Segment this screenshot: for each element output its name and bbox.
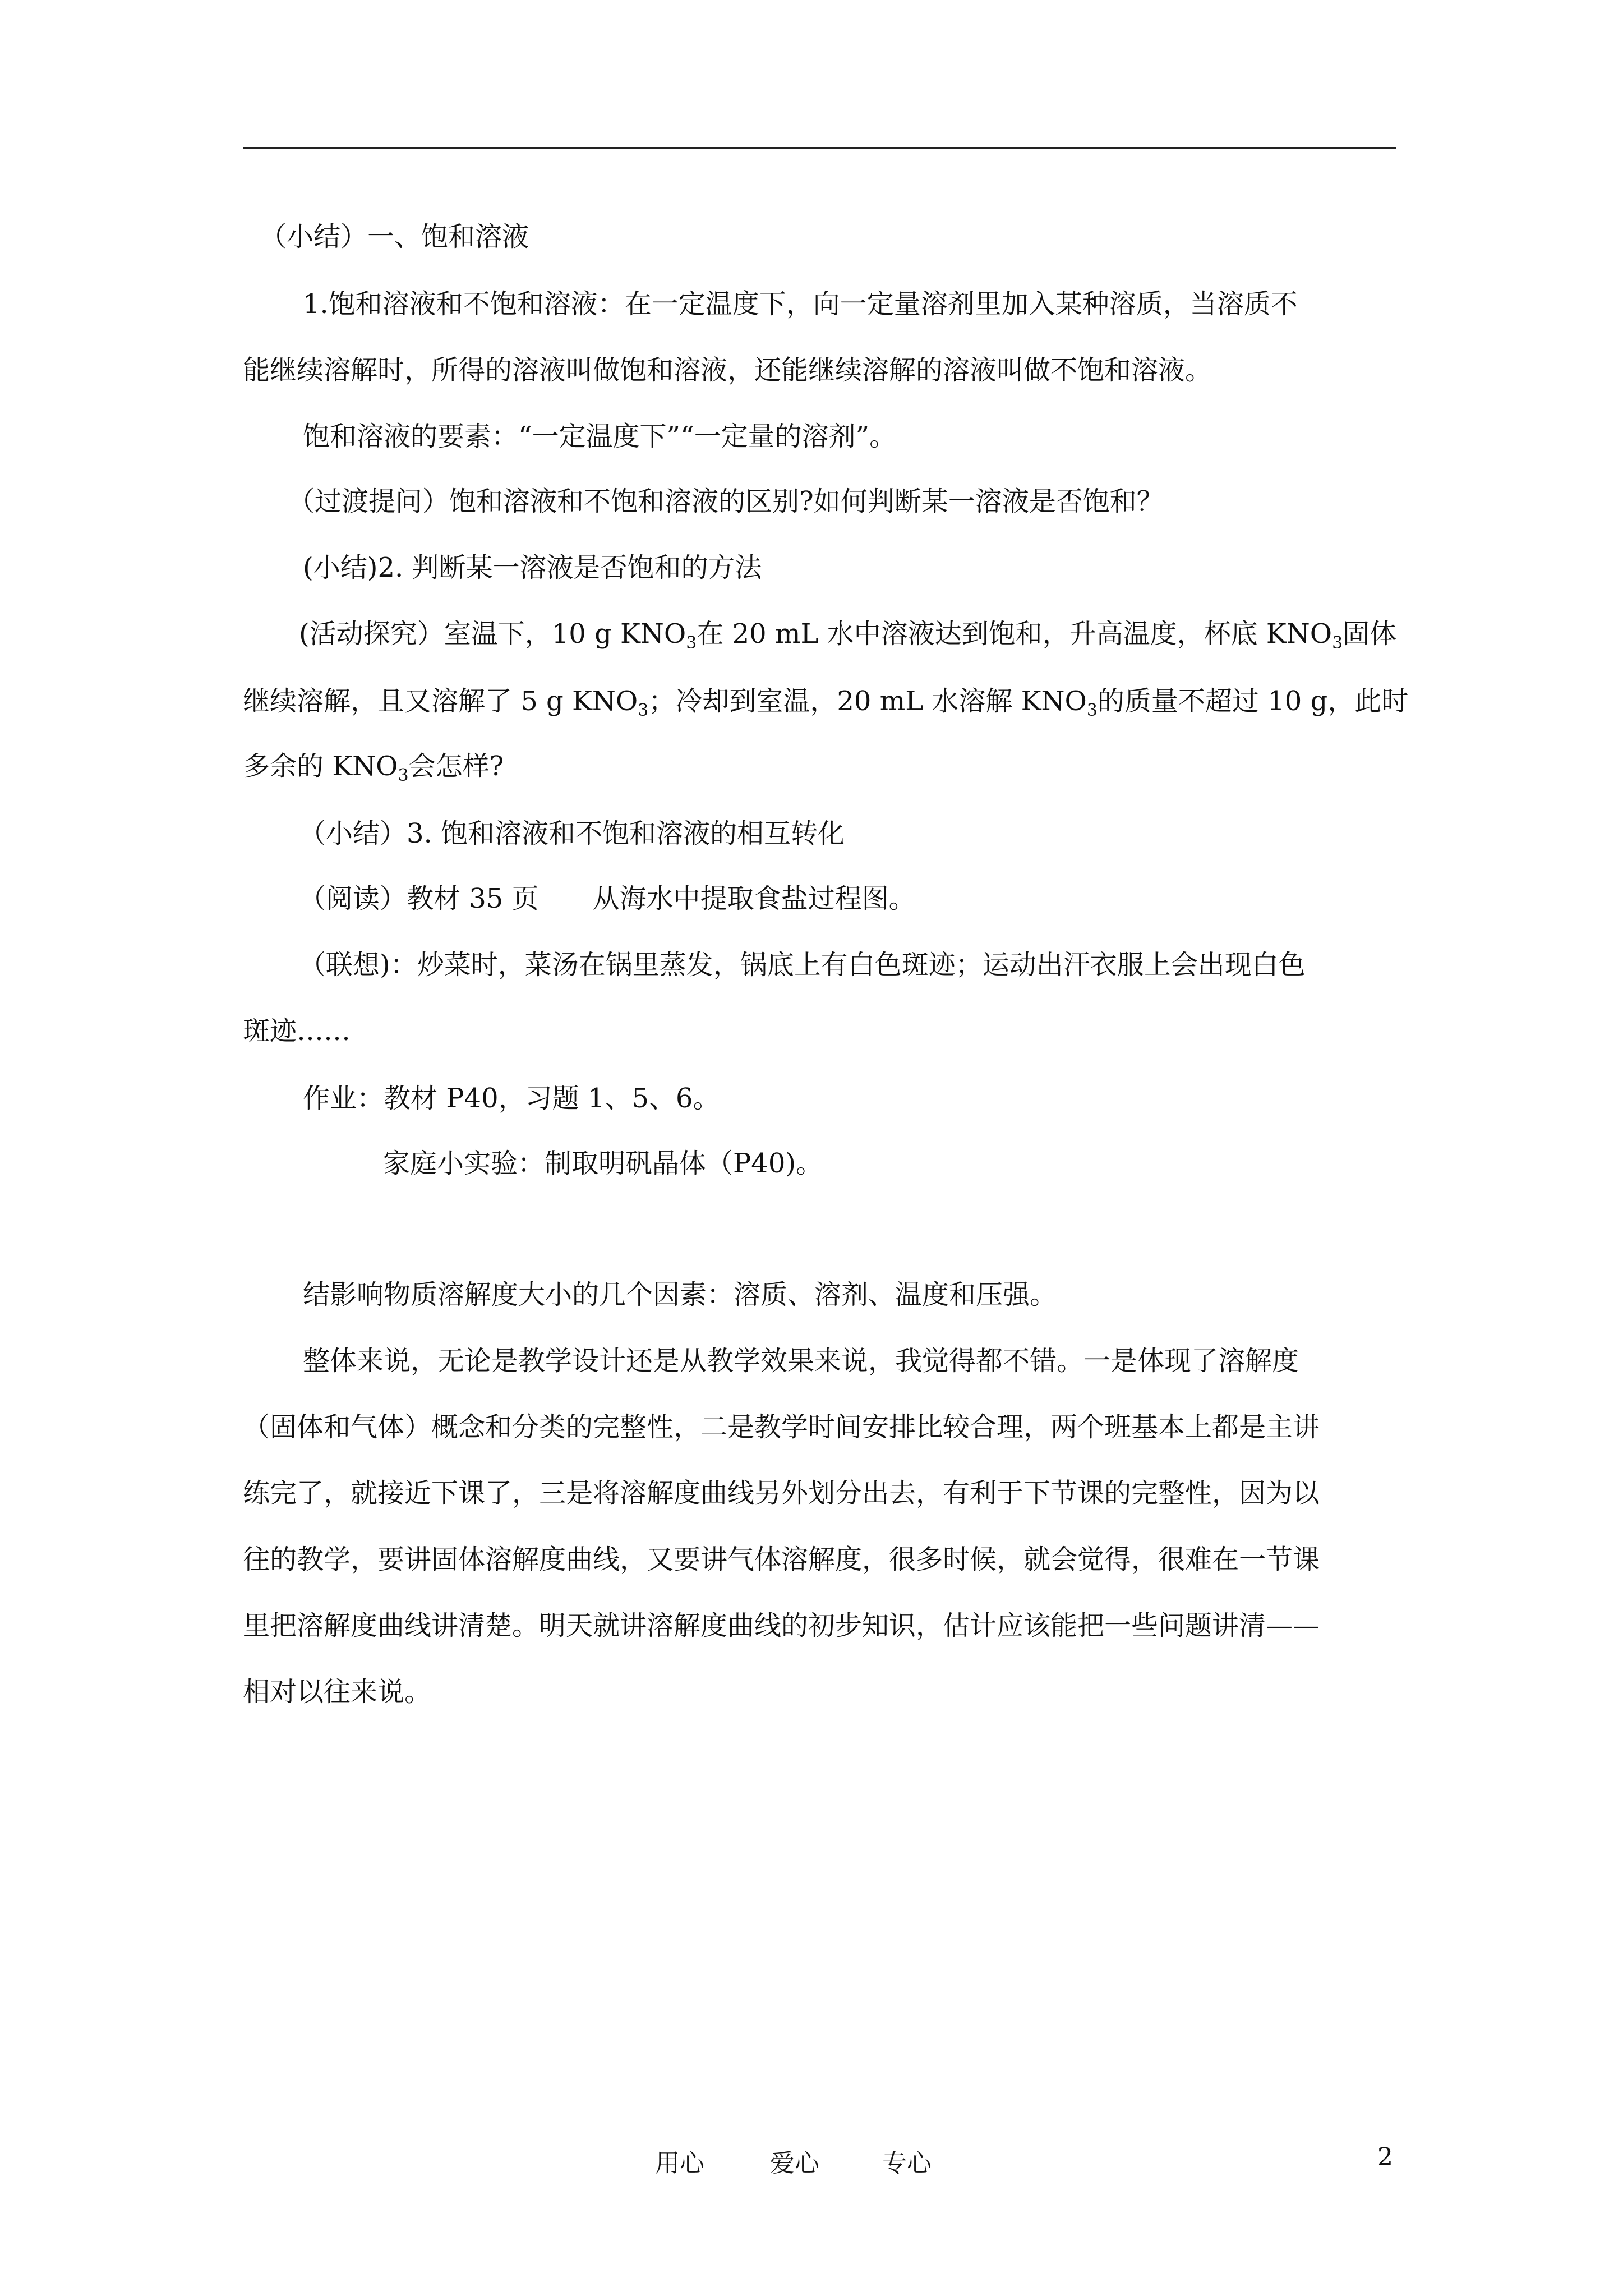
paragraph-definition-line1: 1.饱和溶液和不饱和溶液：在一定温度下，向一定量溶剂里加入某种溶质，当溶质不	[303, 288, 1298, 320]
paragraph-association-line2: 斑迹……	[243, 1015, 351, 1047]
reflection-line5: 里把溶解度曲线讲清楚。明天就讲溶解度曲线的初步知识，估计应该能把一些问题讲清——	[243, 1610, 1320, 1641]
footer-motto-3: 专心	[882, 2149, 932, 2178]
activity-line3: 多余的 $KNO_3$会怎样?	[243, 751, 504, 785]
footer-motto-2: 爱心	[770, 2149, 819, 2178]
summary-title: （小结）一、饱和溶液	[260, 221, 529, 252]
header-rule	[243, 147, 1396, 149]
activity-line2: 继续溶解，且又溶解了 5 g $KNO_3$；冷却到室温，20 mL 水溶解 $KNO_3$的质量不超过 10 g，此时	[243, 685, 1409, 720]
reflection-line6: 相对以往来说。	[243, 1676, 432, 1708]
paragraph-judge-method: (小结)2. 判断某一溶液是否饱和的方法	[303, 552, 762, 583]
paragraph-definition-line2: 能继续溶解时，所得的溶液叫做饱和溶液，还能继续溶解的溶液叫做不饱和溶液。	[243, 355, 1212, 386]
paragraph-association-line1: （联想)：炒菜时，菜汤在锅里蒸发，锅底上有白色斑迹；运动出汗衣服上会出现白色	[299, 949, 1306, 981]
footer-motto-1: 用心	[655, 2149, 704, 2178]
reflection-line3: 练完了，就接近下课了，三是将溶解度曲线另外划分出去，有利于下节课的完整性，因为以	[243, 1478, 1320, 1509]
paragraph-reading: （阅读）教材 35 页 从海水中提取食盐过程图。	[299, 883, 916, 914]
reflection-line1: 整体来说，无论是教学设计还是从教学效果来说，我觉得都不错。一是体现了溶解度	[303, 1345, 1299, 1377]
page-number: 2	[1377, 2143, 1393, 2171]
paragraph-elements: 饱和溶液的要素：“一定温度下”“一定量的溶剂”。	[303, 421, 897, 452]
reflection-line4: 往的教学，要讲固体溶解度曲线，又要讲气体溶解度，很多时候，就会觉得，很难在一节课	[243, 1544, 1320, 1575]
paragraph-factors: 结影响物质溶解度大小的几个因素：溶质、溶剂、温度和压强。	[303, 1279, 1057, 1310]
activity-line1: (活动探究）室温下，10 g $KNO_3$在 20 mL 水中溶液达到饱和，升高温度，杯底 $KNO_3$固体	[299, 618, 1397, 653]
paragraph-conversion: （小结）3. 饱和溶液和不饱和溶液的相互转化	[299, 818, 845, 849]
reflection-line2: （固体和气体）概念和分类的完整性，二是教学时间安排比较合理，两个班基本上都是主讲	[243, 1411, 1320, 1443]
home-experiment: 家庭小实验：制取明矾晶体（P40)。	[383, 1148, 823, 1179]
homework: 作业：教材 P40，习题 1、5、6。	[303, 1083, 720, 1114]
paragraph-transition-question: （过渡提问）饱和溶液和不饱和溶液的区别?如何判断某一溶液是否饱和？	[288, 486, 1164, 517]
